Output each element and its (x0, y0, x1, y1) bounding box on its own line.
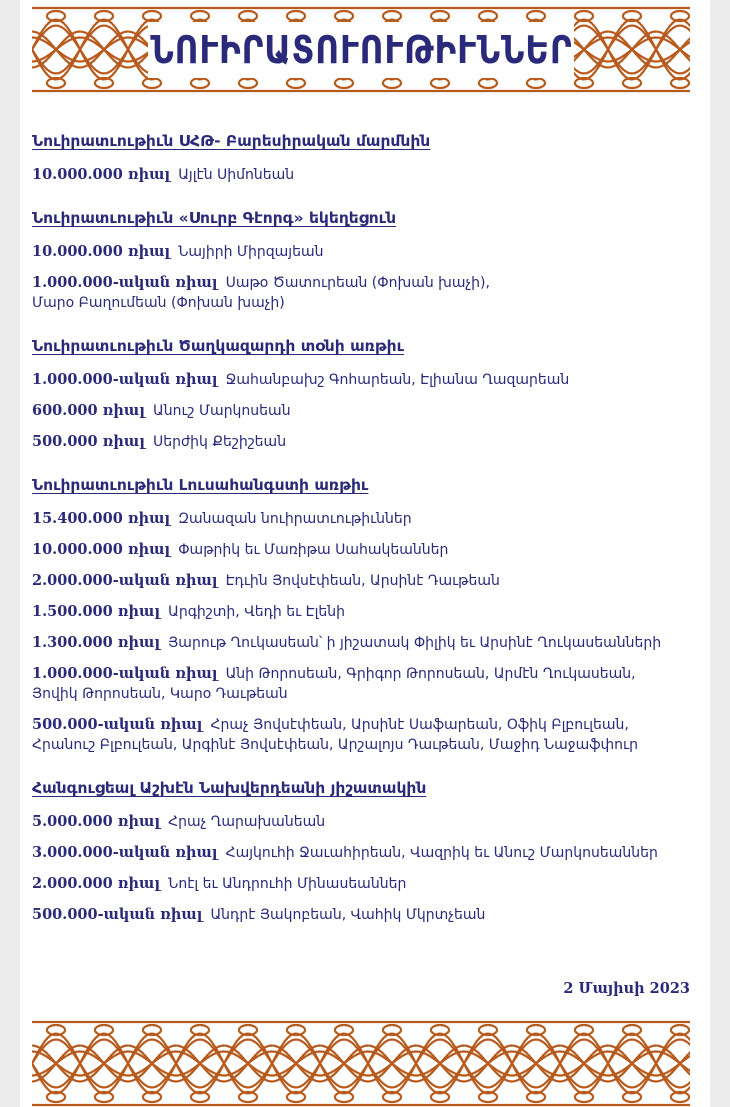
donor-names: Յարութ Ղուկասեան՝ ի յիշատակ Փիլիկ եւ Արսինէ Ղուկասեանների (168, 635, 662, 651)
donation-entry (32, 905, 692, 925)
donation-entry (32, 664, 692, 704)
donation-section (32, 474, 692, 755)
section-heading: Նուիրատւութիւն Լուսահանգստի առթիւ (32, 476, 369, 494)
donor-names: Անի Թորոսեան, Գրիգոր Թորոսեան, Արմէն Ղուկասեան, (225, 666, 636, 682)
donor-names: Հայկուհի Ջաւահիրեան, Վազրիկ եւ Անուշ Մարկոսեաններ (225, 845, 658, 861)
donation-entry (32, 273, 692, 313)
donor-names: Սաթօ Ծատուրեան (Փոխան խաչի), (225, 275, 490, 291)
donor-names: Նայիրի Միրզայեան (178, 244, 324, 260)
newsletter-page (20, 0, 710, 1107)
knot-ornament-bottom (32, 1020, 690, 1107)
donation-entry (32, 843, 692, 863)
donor-names: Անդրէ Յակոբեան, Վահիկ Մկրտչեան (210, 907, 486, 923)
donation-amount: 10.000.000 ռիալ (32, 243, 171, 260)
donor-names: Փաթրիկ եւ Մառիթա Սահակեաններ (178, 542, 449, 558)
donation-entry (32, 509, 692, 529)
donation-amount: 600.000 ռիալ (32, 402, 145, 419)
donation-section (32, 207, 692, 313)
donation-entry (32, 571, 692, 591)
donation-amount: 15.400.000 ռիալ (32, 510, 171, 527)
donation-entry (32, 401, 692, 421)
donor-names: Անուշ Մարկոսեան (152, 403, 291, 419)
donations-content (32, 130, 692, 947)
donation-entry (32, 812, 692, 832)
donor-names-continued: Հրանուշ Բլբուլեան, Արգինէ Յովսէփեան, Արշալոյս Դաւթեան, Մաջիդ Նաջաֆփուր (32, 737, 639, 753)
donation-amount: 1.000.000-ական ռիալ (32, 371, 218, 388)
donation-entry (32, 370, 692, 390)
donation-amount: 1.000.000-ական ռիալ (32, 665, 218, 682)
donor-names: Զանազան նուիրատւութիւններ (178, 511, 412, 527)
donation-amount: 10.000.000 ռիալ (32, 541, 171, 558)
donor-names: Էդւին Յովսէփեան, Արսինէ Դաւթեան (225, 573, 500, 589)
section-heading: Նուիրատւութիւն «Սուրբ Գէորգ» եկեղեցուն (32, 209, 397, 227)
section-heading: Նուիրատւութիւն Ծաղկազարդի տօնի առթիւ (32, 337, 405, 355)
donation-amount: 1.000.000-ական ռիալ (32, 274, 218, 291)
donation-entry (32, 242, 692, 262)
donation-entry (32, 874, 692, 894)
page-title: ՆՈՒԻՐԱՏՈՒՈՒԹԻՒՆՆԵՐ (149, 28, 573, 72)
donor-names: Հրաչ Ղարախանեան (168, 814, 326, 830)
donation-amount: 500.000-ական ռիալ (32, 906, 203, 923)
donation-entry (32, 540, 692, 560)
donor-names: Այլէն Սիմոնեան (178, 167, 295, 183)
donation-amount: 3.000.000-ական ռիալ (32, 844, 218, 861)
donation-amount: 5.000.000 ռիալ (32, 813, 161, 830)
donation-entry (32, 715, 692, 755)
section-heading: Հանգուցեալ Աշխէն Նախվերդեանի յիշատակին (32, 779, 427, 797)
donation-entry (32, 633, 692, 653)
donation-entry (32, 432, 692, 452)
donation-entry (32, 602, 692, 622)
title-panel (148, 22, 574, 78)
donation-amount: 1.500.000 ռիալ (32, 603, 161, 620)
donation-amount: 2.000.000-ական ռիալ (32, 572, 218, 589)
donation-amount: 500.000 ռիալ (32, 433, 145, 450)
donor-names-continued: Մարօ Բաղումեան (Փոխան խաչի) (32, 295, 285, 311)
section-heading: Նուիրատւութիւն ՍՀԹ- Բարեսիրական մարմնին (32, 132, 431, 150)
donation-entry (32, 165, 692, 185)
donor-names: Ջահանբախշ Գոհարեան, Էլիանա Ղազարեան (225, 372, 570, 388)
donation-amount: 2.000.000 ռիալ (32, 875, 161, 892)
donor-names: Հրաչ Յովսէփեան, Արսինէ Սաֆարեան, Օֆիկ Բլբուլեան, (210, 717, 629, 733)
donation-section (32, 335, 692, 452)
donation-section (32, 777, 692, 925)
donation-amount: 1.300.000 ռիալ (32, 634, 161, 651)
donor-names: Սերժիկ Քեշիշեան (152, 434, 287, 450)
donation-section (32, 130, 692, 185)
donor-names: Նոէլ եւ Անդրուհի Մինասեաններ (168, 876, 407, 892)
donation-amount: 500.000-ական ռիալ (32, 716, 203, 733)
donation-amount: 10.000.000 ռիալ (32, 166, 171, 183)
publication-date: 2 Մայիսի 2023 (563, 980, 690, 997)
donor-names-continued: Յովիկ Թորոսեան, Կարօ Դաւթեան (32, 686, 288, 702)
donor-names: Արգիշտի, Վեդի եւ Էլենի (168, 604, 346, 620)
header-ornament (32, 6, 690, 93)
footer-ornament (32, 1020, 690, 1107)
